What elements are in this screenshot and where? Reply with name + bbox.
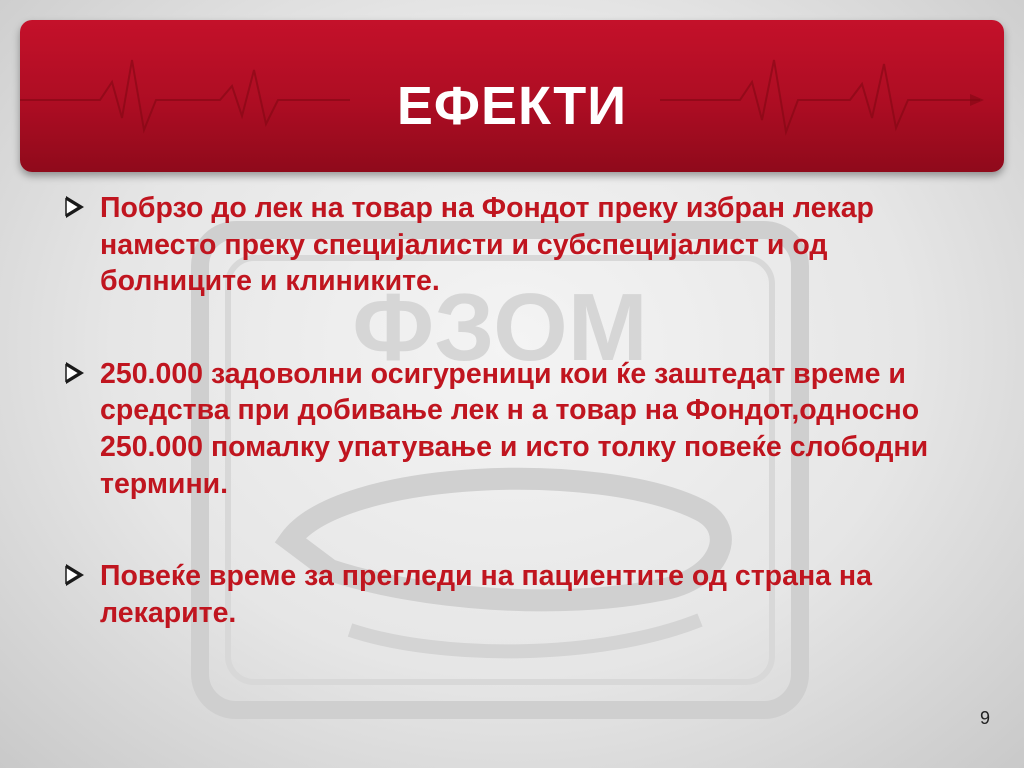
bullet-text: Побрзо до лек на товар на Фондот преку избран лекар наместо преку специјалисти и субспецијалист и од болниците и клиниките. [100, 192, 874, 298]
watermark-text: ФЗОМ [352, 274, 648, 381]
bullet-item [62, 190, 962, 300]
bullet-text: Повеќе време за прегледи на пациентите од страна на лекарите. [100, 560, 872, 629]
title-banner [20, 20, 1004, 172]
slide-title: ЕФЕКТИ [396, 76, 628, 136]
bullet-list [62, 190, 962, 631]
arrow-bullet-icon [62, 360, 88, 386]
bullet-item [62, 356, 962, 502]
bullet-item [62, 558, 962, 631]
arrow-bullet-icon [62, 562, 88, 588]
page-number: 9 [979, 708, 990, 728]
arrow-bullet-icon [62, 194, 88, 220]
bullet-text: 250.000 задоволни осигуреници кои ќе заштедат време и средства при добивање лек н а товар на Фондот,односно 250.000 помалку упатување и исто толку повеќе слободни термини. [100, 357, 929, 500]
